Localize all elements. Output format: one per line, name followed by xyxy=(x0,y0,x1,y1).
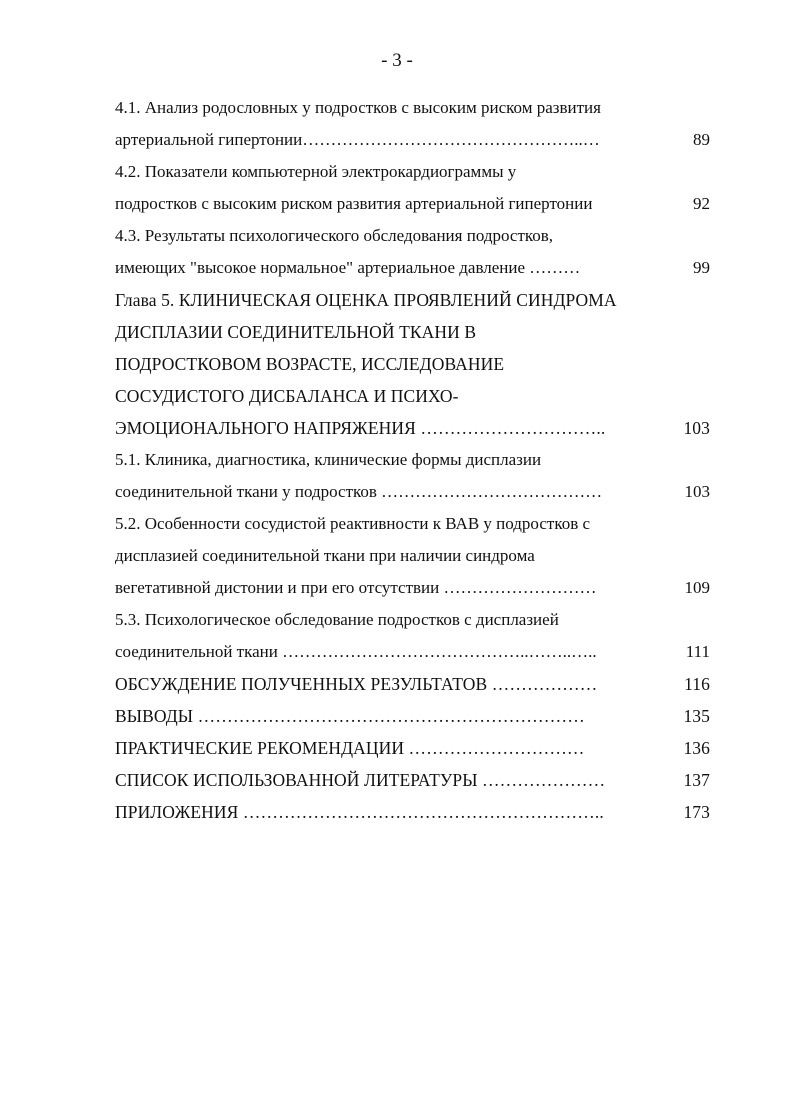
toc-entry-references-title: СПИСОК ИСПОЛЬЗОВАННОЙ ЛИТЕРАТУРЫ ………………… xyxy=(115,770,606,790)
toc-chapter-5-title-cont-1: ДИСПЛАЗИИ СОЕДИНИТЕЛЬНОЙ ТКАНИ В xyxy=(115,322,477,342)
toc-entry-5-2-title-cont-2: вегетативной дистонии и при его отсутствии ……………………… xyxy=(115,578,597,597)
toc-entry-5-1-title-cont: соединительной ткани у подростков ………………………………… xyxy=(115,482,603,501)
page-number: - 3 - xyxy=(381,50,413,71)
toc-entry-5-3-title: 5.3. Психологическое обследование подростков с дисплазией xyxy=(115,610,559,629)
toc-entry-5-3-page: 111 xyxy=(685,642,710,661)
toc-entry-conclusions-title: ВЫВОДЫ ………………………………………………………… xyxy=(115,706,585,726)
toc-chapter-5-line2 xyxy=(115,316,710,348)
toc-entry-5-2-line3 xyxy=(115,572,710,604)
toc-chapter-5-title-cont-3: СОСУДИСТОГО ДИСБАЛАНСА И ПСИХО- xyxy=(115,386,459,406)
toc-entry-recommendations-title: ПРАКТИЧЕСКИЕ РЕКОМЕНДАЦИИ ………………………… xyxy=(115,738,585,758)
toc-chapter-5-page: 103 xyxy=(683,418,710,438)
toc-entry-4-2-title: 4.2. Показатели компьютерной электрокардиограммы у xyxy=(115,162,517,181)
toc-chapter-5-line4 xyxy=(115,380,710,412)
toc-entry-discussion-title: ОБСУЖДЕНИЕ ПОЛУЧЕННЫХ РЕЗУЛЬТАТОВ ……………… xyxy=(115,674,598,694)
toc-entry-5-1-line1 xyxy=(115,444,710,476)
toc-entry-conclusions xyxy=(115,700,710,732)
toc-chapter-5-line1 xyxy=(115,284,710,316)
toc-entry-recommendations xyxy=(115,732,710,764)
toc-entry-5-3-line1 xyxy=(115,604,710,636)
toc-entry-5-2-line2 xyxy=(115,540,710,572)
toc-entry-discussion-page: 116 xyxy=(684,674,710,694)
toc-entry-5-1-line2 xyxy=(115,476,710,508)
toc-entry-4-2-line2 xyxy=(115,188,710,220)
toc-entry-5-3-title-cont: соединительной ткани ……………………………………..……..….. xyxy=(115,642,597,661)
toc-entry-4-3-title: 4.3. Результаты психологического обследования подростков, xyxy=(115,226,554,245)
toc-entry-4-3-title-cont: имеющих "высокое нормальное" артериальное давление ……… xyxy=(115,258,581,277)
toc-entry-5-2-title-cont-1: дисплазией соединительной ткани при наличии синдрома xyxy=(115,546,535,565)
toc-entry-5-1-page: 103 xyxy=(684,482,710,501)
toc-chapter-5-line3 xyxy=(115,348,710,380)
toc-entry-4-3-page: 99 xyxy=(693,258,710,277)
toc-chapter-5-title-cont-2: ПОДРОСТКОВОМ ВОЗРАСТЕ, ИССЛЕДОВАНИЕ xyxy=(115,354,505,374)
toc-entry-references xyxy=(115,764,710,796)
toc-entry-5-2-title: 5.2. Особенности сосудистой реактивности к ВАВ у подростков с xyxy=(115,514,591,533)
toc-entry-4-2-title-cont: подростков с высоким риском развития артериальной гипертонии xyxy=(115,194,593,213)
toc-chapter-5-title: Глава 5. КЛИНИЧЕСКАЯ ОЦЕНКА ПРОЯВЛЕНИЙ СИНДРОМА xyxy=(115,290,617,310)
toc-entry-4-3-line1 xyxy=(115,220,710,252)
toc-chapter-5-line5 xyxy=(115,412,710,444)
toc-entry-4-1-title: 4.1. Анализ родословных у подростков с высоким риском развития xyxy=(115,98,601,117)
toc-chapter-5-title-cont-4: ЭМОЦИОНАЛЬНОГО НАПРЯЖЕНИЯ ………………………….. xyxy=(115,418,606,438)
toc-entry-5-2-line1 xyxy=(115,508,710,540)
toc-entry-conclusions-page: 135 xyxy=(683,706,710,726)
toc-entry-5-3-line2 xyxy=(115,636,710,668)
toc-entry-recommendations-page: 136 xyxy=(683,738,710,758)
toc-entry-4-3-line2 xyxy=(115,252,710,284)
toc-entry-discussion xyxy=(115,668,710,700)
toc-entry-appendices-page: 173 xyxy=(683,802,710,822)
toc-entry-appendices xyxy=(115,796,710,828)
toc-entry-4-1-page: 89 xyxy=(693,130,710,149)
toc-entry-5-1-title: 5.1. Клиника, диагностика, клинические формы дисплазии xyxy=(115,450,542,469)
toc-entry-4-1-line1 xyxy=(115,92,710,124)
toc-entry-4-1-line2 xyxy=(115,124,710,156)
toc-entry-4-2-page: 92 xyxy=(693,194,710,213)
toc-entry-4-2-line1 xyxy=(115,156,710,188)
toc-entry-4-1-title-cont: артериальной гипертонии…………………………………………..… xyxy=(115,130,600,149)
toc-entry-appendices-title: ПРИЛОЖЕНИЯ …………………………………………………….. xyxy=(115,802,604,822)
toc-entry-references-page: 137 xyxy=(683,770,710,790)
toc-entry-5-2-page: 109 xyxy=(684,578,710,597)
table-of-contents xyxy=(115,92,710,828)
